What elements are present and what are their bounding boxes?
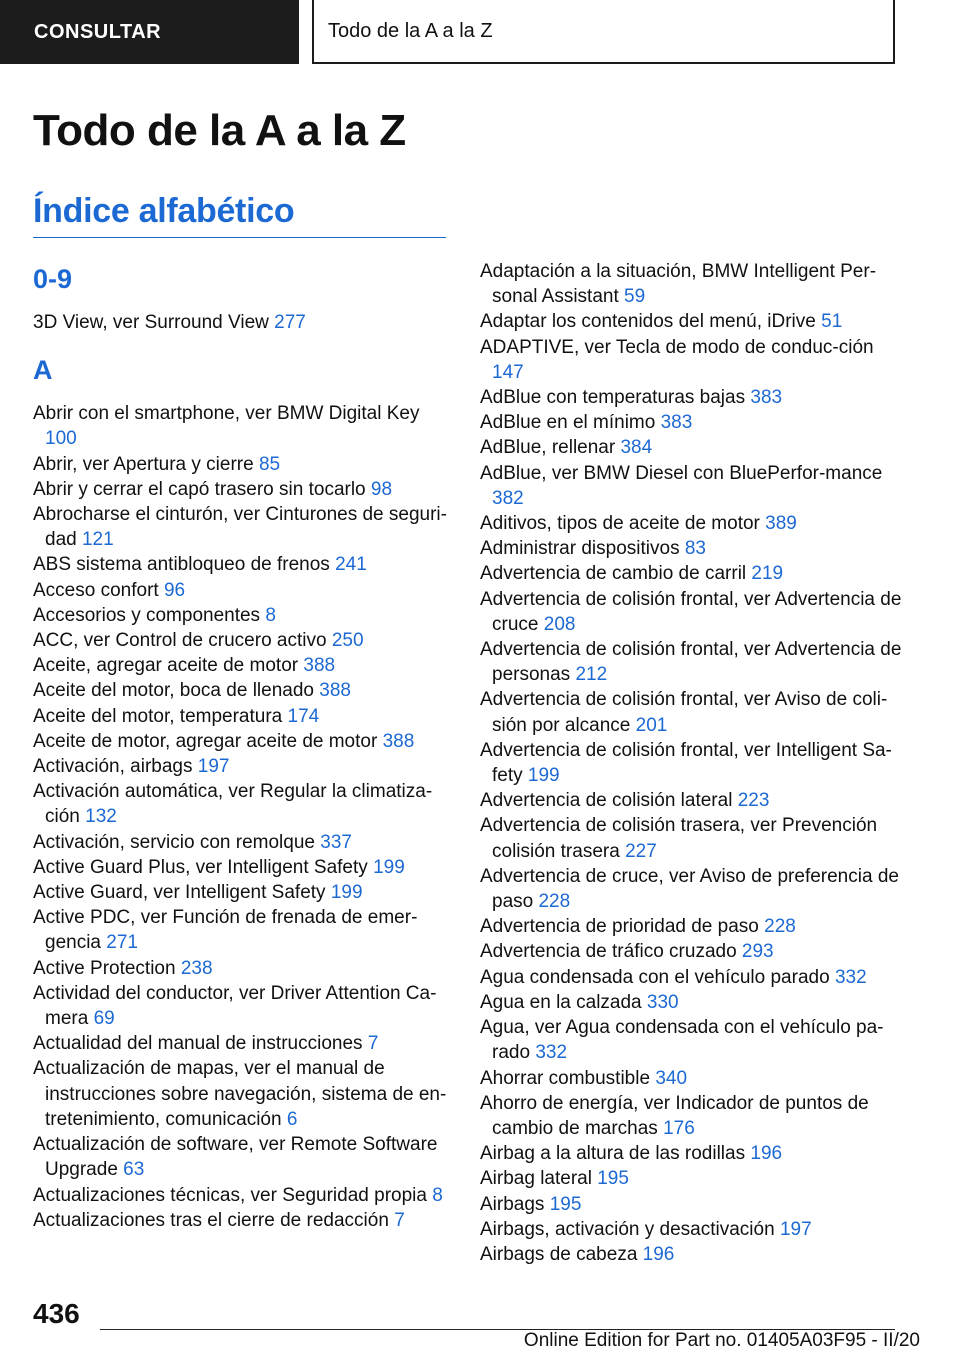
entry-text: Advertencia de cruce, ver Aviso de preferencia de paso — [480, 865, 899, 913]
entry-text: Ahorrar combustible — [480, 1067, 651, 1089]
entry-page-link[interactable]: 228 — [538, 891, 571, 913]
entry-page-link[interactable]: 199 — [330, 882, 363, 904]
entry-text: Advertencia de colisión frontal, ver Aviso de coli-sión por alcance — [480, 689, 888, 736]
entry-page-link[interactable]: 277 — [274, 312, 306, 333]
entry-text: Advertencia de colisión frontal, ver Advertencia de personas — [480, 639, 902, 686]
entry-text: Agua en la calzada — [480, 991, 642, 1013]
index-entry — [33, 401, 453, 451]
entry-page-link[interactable]: 241 — [335, 554, 367, 576]
entry-text: AdBlue en el mínimo — [480, 412, 656, 434]
entry-page-link[interactable]: 332 — [535, 1042, 568, 1064]
entry-page-link[interactable]: 176 — [663, 1117, 695, 1139]
entry-page-link[interactable]: 212 — [575, 664, 608, 686]
entry-page-link[interactable]: 219 — [751, 563, 784, 585]
index-column-left — [33, 258, 453, 1233]
entry-text: Aceite, agregar aceite de motor — [33, 655, 299, 677]
entry-text: Advertencia de colisión frontal, ver Advertencia de cruce — [480, 588, 902, 635]
index-entry — [480, 536, 910, 561]
entry-page-link[interactable]: 98 — [370, 478, 393, 500]
entry-page-link[interactable]: 51 — [821, 311, 843, 333]
group-heading-a: A — [33, 355, 53, 386]
entry-page-link[interactable]: 197 — [197, 756, 230, 778]
index-entry — [33, 310, 453, 335]
index-entry — [33, 1208, 453, 1233]
group-list-a-continued — [480, 259, 910, 1267]
index-entry — [480, 864, 910, 914]
entry-text: Advertencia de prioridad de paso — [480, 916, 759, 938]
index-entry — [480, 587, 910, 637]
entry-page-link[interactable]: 389 — [765, 513, 797, 535]
entry-text: Airbag lateral — [480, 1168, 592, 1190]
entry-page-link[interactable]: 208 — [543, 613, 576, 635]
index-entry — [33, 1183, 453, 1208]
entry-text: Actualización de mapas, ver el manual de instrucciones sobre navegación, sistema de en-tretenimiento, comunicación — [33, 1058, 447, 1130]
entry-text: Adaptación a la situación, BMW Intelligent Per-sonal Assistant — [480, 261, 877, 308]
entry-page-link[interactable]: 383 — [660, 412, 693, 434]
entry-page-link[interactable]: 271 — [106, 932, 138, 954]
entry-text: ACC, ver Control de crucero activo — [33, 630, 327, 652]
entry-page-link[interactable]: 197 — [779, 1218, 812, 1240]
index-entry — [480, 1192, 910, 1217]
entry-text: Active Guard Plus, ver Intelligent Safety — [33, 856, 368, 878]
index-entry — [480, 335, 910, 385]
entry-text: 3D View, ver Surround View — [33, 312, 269, 333]
entry-text: Aceite del motor, temperatura — [33, 705, 283, 727]
index-entry — [33, 905, 453, 955]
entry-page-link[interactable]: 85 — [258, 453, 281, 475]
index-entry — [480, 1091, 910, 1141]
index-entry — [480, 1242, 910, 1267]
entry-text: Acceso confort — [33, 579, 159, 601]
index-entry — [33, 502, 453, 552]
index-entry — [33, 880, 453, 905]
entry-text: Actualizaciones tras el cierre de redacción — [33, 1209, 389, 1231]
entry-page-link[interactable]: 201 — [635, 714, 668, 736]
entry-text: Advertencia de cambio de carril — [480, 563, 747, 585]
index-entry — [480, 990, 910, 1015]
section-title: Índice alfabético — [33, 192, 446, 238]
entry-text: Advertencia de colisión trasera, ver Prevención colisión trasera — [480, 815, 878, 862]
entry-page-link[interactable]: 388 — [303, 655, 336, 677]
entry-page-link[interactable]: 83 — [684, 538, 706, 560]
entry-page-link[interactable]: 96 — [163, 579, 186, 601]
index-entry — [33, 855, 453, 880]
group-heading-0-9: 0-9 — [33, 264, 73, 294]
index-column-right — [480, 259, 910, 1267]
index-entry — [33, 653, 453, 678]
page-number: 436 — [33, 1298, 80, 1329]
entry-page-link[interactable]: 383 — [750, 387, 783, 409]
entry-page-link[interactable]: 227 — [625, 840, 657, 862]
index-entry — [480, 1166, 910, 1191]
entry-page-link[interactable]: 196 — [750, 1143, 783, 1165]
index-entry — [480, 1015, 910, 1065]
entry-text: Agua condensada con el vehículo parado — [480, 966, 830, 988]
entry-text: Abrir, ver Apertura y cierre — [33, 453, 254, 475]
entry-page-link[interactable]: 121 — [81, 529, 114, 551]
entry-page-link[interactable]: 340 — [655, 1067, 688, 1089]
index-entry — [480, 637, 910, 687]
entry-page-link[interactable]: 337 — [320, 831, 352, 853]
entry-text: Abrir con el smartphone, ver BMW Digital Key — [33, 403, 420, 425]
entry-text: Advertencia de colisión lateral — [480, 790, 733, 812]
entry-text: Actualidad del manual de instrucciones — [33, 1033, 363, 1055]
entry-page-link[interactable]: 195 — [597, 1168, 629, 1190]
index-entry — [33, 729, 453, 754]
entry-text: Activación, airbags — [33, 756, 193, 778]
index-entry — [33, 628, 453, 653]
entry-page-link[interactable]: 8 — [265, 604, 276, 626]
entry-page-link[interactable]: 132 — [85, 806, 117, 828]
index-entry — [480, 965, 910, 990]
index-entry — [480, 410, 910, 435]
edition-note: Online Edition for Part no. 01405A03F95 - II/20 — [523, 1330, 920, 1351]
entry-text: ABS sistema antibloqueo de frenos — [33, 554, 330, 576]
index-entry — [480, 259, 910, 309]
entry-text: Actualización de software, ver Remote Software Upgrade — [33, 1134, 438, 1181]
entry-page-link[interactable]: 388 — [382, 730, 415, 752]
entry-page-link[interactable]: 8 — [432, 1184, 443, 1206]
entry-text: Airbags, activación y desactivación — [480, 1218, 775, 1240]
entry-text: Adaptar los contenidos del menú, iDrive — [480, 311, 816, 333]
index-entry — [33, 754, 453, 779]
index-entry — [480, 788, 910, 813]
entry-page-link[interactable]: 69 — [93, 1008, 115, 1030]
entry-text: Actividad del conductor, ver Driver Attention Ca-mera — [33, 982, 437, 1030]
entry-page-link[interactable]: 250 — [331, 630, 364, 652]
index-entry — [33, 452, 453, 477]
entry-page-link[interactable]: 174 — [287, 705, 320, 727]
entry-page-link[interactable]: 199 — [373, 856, 405, 878]
entry-text: Active Protection — [33, 957, 176, 979]
index-entry — [480, 939, 910, 964]
index-entry — [480, 511, 910, 536]
entry-page-link[interactable]: 6 — [286, 1108, 298, 1130]
entry-page-link[interactable]: 382 — [492, 487, 524, 509]
index-entry — [480, 435, 910, 460]
index-entry — [480, 813, 910, 863]
entry-text: AdBlue con temperaturas bajas — [480, 387, 746, 409]
entry-page-link[interactable]: 196 — [642, 1243, 675, 1265]
entry-page-link[interactable]: 223 — [737, 790, 770, 812]
index-entry — [480, 461, 910, 511]
entry-page-link[interactable]: 384 — [620, 437, 653, 459]
entry-text: Agua, ver Agua condensada con el vehículo pa-rado — [480, 1017, 884, 1064]
index-entry — [480, 914, 910, 939]
entry-text: AdBlue, ver BMW Diesel con BluePerfor-mance — [480, 462, 883, 484]
entry-page-link[interactable]: 59 — [624, 286, 646, 308]
entry-text: ADAPTIVE, ver Tecla de modo de conduc-ción — [480, 336, 874, 358]
index-entry — [33, 578, 453, 603]
entry-page-link[interactable]: 63 — [123, 1159, 145, 1181]
entry-page-link[interactable]: 195 — [549, 1193, 582, 1215]
entry-text: Advertencia de colisión frontal, ver Intelligent Sa-fety — [480, 739, 892, 787]
entry-page-link[interactable]: 388 — [319, 680, 351, 702]
index-entry — [480, 687, 910, 737]
index-entry — [33, 603, 453, 628]
index-entry — [33, 1056, 453, 1132]
index-entry — [480, 738, 910, 788]
index-entry — [33, 552, 453, 577]
entry-text: Advertencia de tráfico cruzado — [480, 941, 737, 963]
entry-text: Abrir y cerrar el capó trasero sin tocarlo — [33, 478, 366, 500]
index-entry — [33, 779, 453, 829]
entry-page-link[interactable]: 147 — [492, 361, 524, 383]
entry-text: Active PDC, ver Función de frenada de emer-gencia — [33, 907, 418, 954]
index-entry — [33, 956, 453, 981]
entry-text: Airbags — [480, 1193, 545, 1215]
index-entry — [480, 1141, 910, 1166]
entry-text: Administrar dispositivos — [480, 538, 680, 560]
entry-text: Accesorios y componentes — [33, 604, 261, 626]
entry-page-link[interactable]: 199 — [527, 765, 560, 787]
entry-text: Ahorro de energía, ver Indicador de puntos de cambio de marchas — [480, 1092, 869, 1139]
entry-page-link[interactable]: 7 — [367, 1033, 379, 1055]
entry-page-link[interactable]: 293 — [741, 941, 774, 963]
page-header — [0, 0, 960, 66]
entry-text: Actualizaciones técnicas, ver Seguridad propia — [33, 1184, 427, 1206]
group-list-0-9 — [33, 310, 453, 335]
entry-text: Airbags de cabeza — [480, 1243, 638, 1265]
entry-text: Active Guard, ver Intelligent Safety — [33, 882, 326, 904]
index-entry — [33, 678, 453, 703]
entry-page-link[interactable]: 100 — [45, 428, 77, 450]
index-entry — [480, 1217, 910, 1242]
entry-text: Abrocharse el cinturón, ver Cinturones de seguri-dad — [33, 504, 447, 551]
entry-text: Aceite del motor, boca de llenado — [33, 680, 314, 702]
entry-page-link[interactable]: 7 — [394, 1209, 405, 1231]
index-entry — [33, 1132, 453, 1182]
index-entry — [480, 385, 910, 410]
group-list-a — [33, 401, 453, 1233]
entry-text: Aceite de motor, agregar aceite de motor — [33, 730, 378, 752]
entry-page-link[interactable]: 238 — [180, 957, 213, 979]
index-entry — [33, 830, 453, 855]
index-entry — [480, 561, 910, 586]
index-entry — [33, 981, 453, 1031]
index-entry — [480, 1066, 910, 1091]
entry-page-link[interactable]: 330 — [646, 991, 679, 1013]
index-entry — [33, 477, 453, 502]
entry-text: Activación, servicio con remolque — [33, 831, 315, 853]
entry-text: AdBlue, rellenar — [480, 437, 616, 459]
entry-text: Airbag a la altura de las rodillas — [480, 1143, 746, 1165]
entry-text: Aditivos, tipos de aceite de motor — [480, 513, 760, 535]
entry-page-link[interactable]: 228 — [764, 916, 796, 938]
index-entry — [33, 704, 453, 729]
index-entry — [480, 309, 910, 334]
section-tab[interactable]: CONSULTAR — [0, 0, 299, 64]
entry-page-link[interactable]: 332 — [834, 966, 867, 988]
page-title: Todo de la A a la Z — [33, 106, 406, 155]
header-title: Todo de la A a la Z — [312, 0, 895, 64]
entry-text: Activación automática, ver Regular la climatiza-ción — [33, 781, 433, 828]
index-entry — [33, 1031, 453, 1056]
